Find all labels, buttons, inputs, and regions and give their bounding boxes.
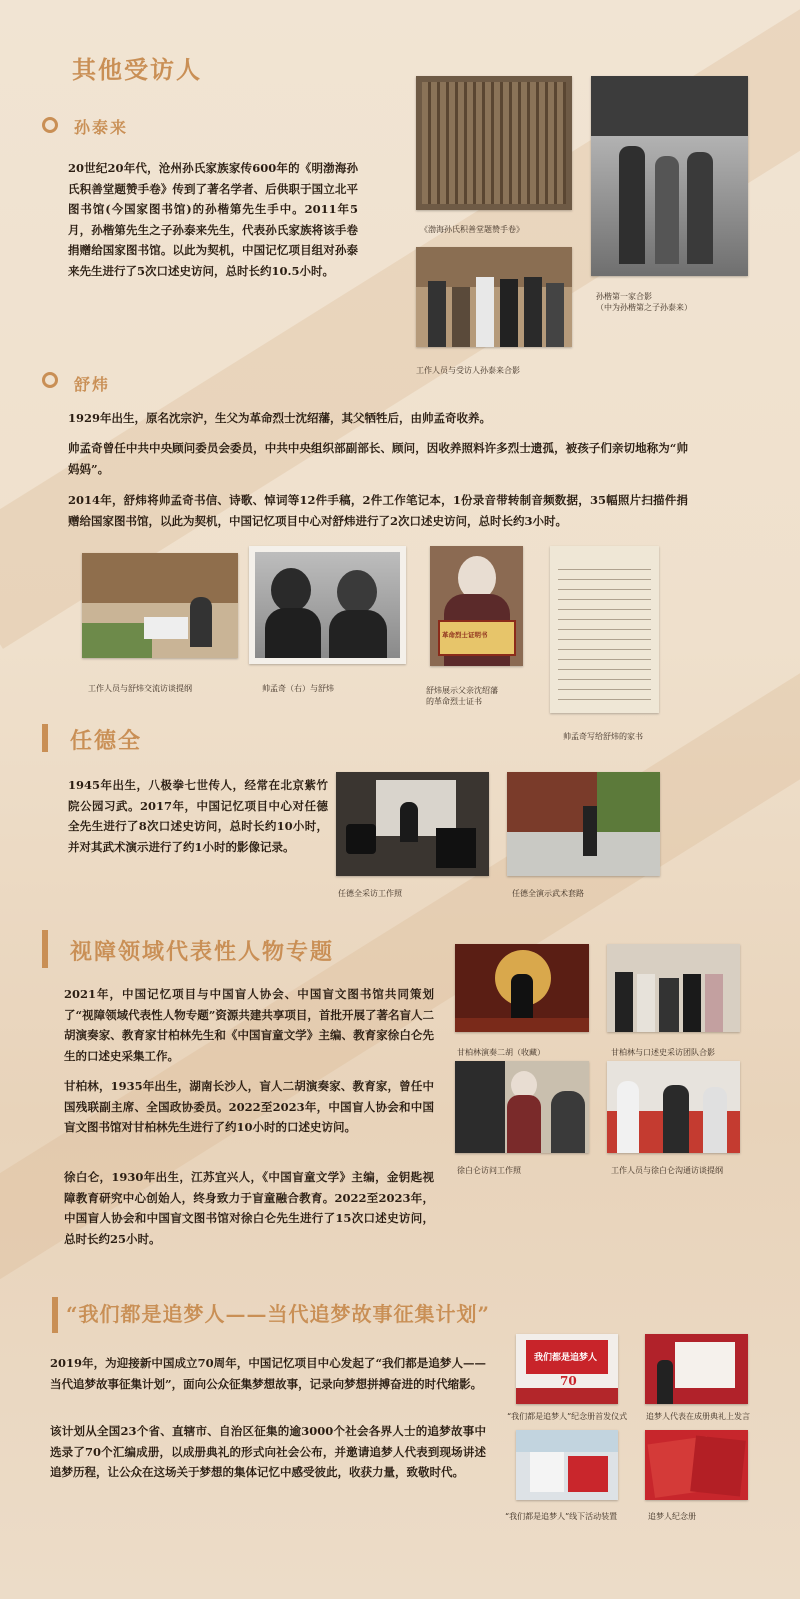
shu-interview-photo <box>82 553 238 658</box>
caption-scroll: 《渤海孙氏积善堂题赞手卷》 <box>420 225 524 234</box>
ren-wushu-photo <box>507 772 660 876</box>
dream-banner-text: 我们都是追梦人 <box>534 1353 598 1363</box>
caption-staff-sun: 工作人员与受访人孙泰来合影 <box>416 366 520 375</box>
caption-dream-launch: “我们都是追梦人”纪念册首发仪式 <box>507 1412 628 1421</box>
dream-speech-photo <box>645 1334 748 1404</box>
caption-dream-speech: 追梦人代表在成册典礼上发言 <box>646 1412 750 1421</box>
gan-team-photo <box>607 944 740 1032</box>
caption-ren-interview: 任德全采访工作照 <box>338 889 402 898</box>
caption-xu-interview: 徐白仑访问工作照 <box>457 1166 521 1175</box>
certificate-text: 革命烈士证明书 <box>442 631 488 639</box>
caption-shuai-shu: 帅孟奇（右）与舒炜 <box>262 684 334 693</box>
dream-p2: 该计划从全国23个省、直辖市、自治区征集的逾3000个社会各界人士的追梦故事中选录了70个汇编成册，以成册典礼的形式向社会公布，并邀请追梦人代表到现场讲述追梦历程，让公众在这场关于梦想的集体记忆中感受彼此，收获力量，致敬时代。 <box>50 1424 486 1479</box>
sun-name: 孙泰来 <box>74 118 129 137</box>
caption-xu-staff: 工作人员与徐白仑沟通访谈提纲 <box>611 1166 723 1175</box>
caption-family-2: （中为孙楷第之子孙泰来） <box>596 303 692 312</box>
shu-name: 舒炜 <box>74 375 111 394</box>
dream-title: “我们都是追梦人——当代追梦故事征集计划” <box>66 1302 491 1326</box>
page-title: 其他受访人 <box>72 55 202 84</box>
xu-staff-photo <box>607 1061 740 1153</box>
section-marker-shu <box>42 372 58 388</box>
caption-gan-erhu: 甘柏林演奏二胡（收藏） <box>457 1048 545 1057</box>
shu-p1: 1929年出生，原名沈宗沪，生父为革命烈士沈绍藩，其父牺牲后，由帅孟奇收养。 <box>68 411 492 425</box>
shuai-and-shu-photo <box>249 546 406 664</box>
blind-p1: 2021年，中国记忆项目与中国盲人协会、中国盲文图书馆共同策划了“视障领域代表性人物专题”资源共建共享项目，首批开展了著名盲人二胡演奏家、教育家甘柏林先生和《中国盲童文学》主编、教育家徐白仑先生的口述史采集工作。 <box>64 987 434 1063</box>
caption-dream-installation: “我们都是追梦人”线下活动装置 <box>505 1512 618 1521</box>
caption-certificate-2: 的革命烈士证书 <box>426 697 482 706</box>
dream-launch-photo <box>516 1334 618 1404</box>
blind-p2: 甘柏林，1935年出生，湖南长沙人，盲人二胡演奏家、教育家，曾任中国残联副主席、全国政协委员。2022至2023年，中国盲人协会和中国盲文图书馆对甘柏林先生进行了约10小时的口述史访问。 <box>64 1079 434 1134</box>
section-bar-ren <box>42 724 48 752</box>
sun-text: 20世纪20年代，沧州孙氏家族家传600年的《明渤海孙氏积善堂题赞手卷》传到了著名学者、后供职于国立北平图书馆(今国家图书馆)的孙楷第先生手中。2011年5月，孙楷第先生之子孙泰来先生，代表孙氏家族将该手卷捐赠给国家图书馆。以此为契机，中国记忆项目组对孙泰来先生进行了5次口述史访问，总时长约10.5小时。 <box>68 161 358 278</box>
ren-text: 1945年出生，八极拳七世传人，经常在北京紫竹院公园习武。2017年，中国记忆项目中心对任德全先生进行了8次口述史访问，总时长约10小时，并对其武术演示进行了约1小时的影像记录。 <box>68 778 328 854</box>
section-bar-dream <box>52 1297 58 1333</box>
caption-family-1: 孙楷第一家合影 <box>596 292 652 301</box>
section-bar-blind <box>42 930 48 968</box>
section-marker-sun <box>42 117 58 133</box>
caption-ren-wushu: 任德全演示武术套路 <box>512 889 584 898</box>
xu-interview-photo <box>455 1061 589 1153</box>
ren-name: 任德全 <box>70 728 143 754</box>
scroll-calligraphy-photo <box>416 76 572 210</box>
shu-certificate-photo <box>430 546 523 666</box>
caption-gan-team: 甘柏林与口述史采访团队合影 <box>611 1048 715 1057</box>
caption-certificate-1: 舒炜展示父亲沈绍藩 <box>426 686 498 695</box>
ren-interview-photo <box>336 772 489 876</box>
dream-installation-photo <box>516 1430 618 1500</box>
sun-staff-group-photo <box>416 247 572 347</box>
sun-family-photo <box>591 76 748 276</box>
dream-p1: 2019年，为迎接新中国成立70周年，中国记忆项目中心发起了“我们都是追梦人——当代追梦故事征集计划”，面向公众征集梦想故事，记录向梦想拼搏奋进的时代缩影。 <box>50 1356 486 1391</box>
blind-title: 视障领域代表性人物专题 <box>70 939 335 965</box>
shu-p2: 帅孟奇曾任中共中央顾问委员会委员，中共中央组织部副部长、顾问，因收养照料许多烈士遗孤，被孩子们亲切地称为“帅妈妈”。 <box>68 441 688 476</box>
family-letter-photo <box>550 546 659 713</box>
caption-dream-book: 追梦人纪念册 <box>648 1512 696 1521</box>
caption-shu-interview: 工作人员与舒炜交流访谈提纲 <box>88 684 192 693</box>
blind-p3: 徐白仑，1930年出生，江苏宜兴人，《中国盲童文学》主编，金钥匙视障教育研究中心创始人，终身致力于盲童融合教育。2022至2023年，中国盲人协会和中国盲文图书馆对徐白仑先生进行了15次口述史访问，总时长约25小时。 <box>64 1170 434 1246</box>
dream-number-70: 70 <box>560 1374 577 1388</box>
dream-book-photo <box>645 1430 748 1500</box>
caption-letter: 帅孟奇写给舒炜的家书 <box>563 732 643 741</box>
shu-p3: 2014年，舒炜将帅孟奇书信、诗歌、悼词等12件手稿，2件工作笔记本，1份录音带转制音频数据，35幅照片扫描件捐赠给国家图书馆，以此为契机，中国记忆项目中心对舒炜进行了2次口述史访问，总时长约3小时。 <box>68 493 688 528</box>
gan-erhu-photo <box>455 944 589 1032</box>
